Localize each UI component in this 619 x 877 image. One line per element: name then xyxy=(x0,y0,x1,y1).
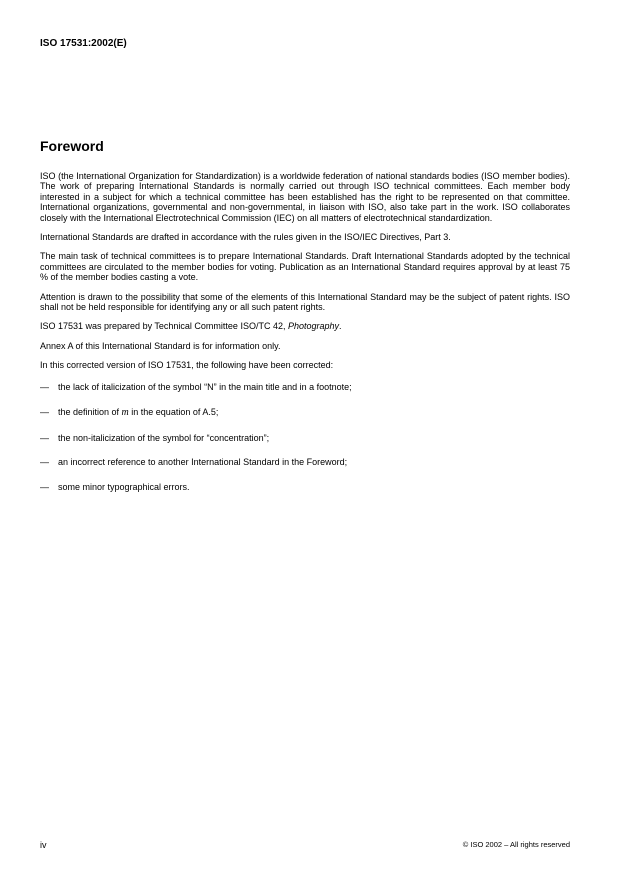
prepared-by-end: . xyxy=(339,321,342,332)
paragraph-patent-rights: Attention is drawn to the possibility that some of the elements of this International Standard may be the subject of patent rights. ISO shall not be held responsible for identifying any or all such patent rights. xyxy=(40,291,570,313)
list-item-text-suffix: in the equation of A.5; xyxy=(128,406,219,417)
document-id-header: ISO 17531:2002(E) xyxy=(40,38,127,49)
committee-title-italic: Photography xyxy=(287,321,339,332)
dash-bullet: — xyxy=(40,457,49,468)
list-item xyxy=(40,433,570,443)
paragraph-prepared-by xyxy=(40,321,570,331)
dash-bullet: — xyxy=(40,482,49,493)
page-number: iv xyxy=(40,840,47,850)
paragraph-iso-intro: ISO (the International Organization for Standardization) is a worldwide federation of national standards bodies (ISO member bodies). The work of preparing International Standards is normally carried out through ISO technical committees. Each member body interested in a subject for which a technical committee has been established has the right to be represented on that committee. International organizations, governmental and non-governmental, in liaison with ISO, also take part in the work. ISO collaborates closely with the International Electrotechnical Commission (IEC) on all matters of electrotechnical standardization. xyxy=(40,171,570,223)
list-item-text: the non-italicization of the symbol for “concentration”; xyxy=(58,432,270,443)
page-title: Foreword xyxy=(40,138,104,154)
dash-bullet: — xyxy=(40,432,49,443)
paragraph-directives: International Standards are drafted in accordance with the rules given in the ISO/IEC Directives, Part 3. xyxy=(40,232,451,243)
list-item-text: some minor typographical errors. xyxy=(58,482,190,493)
list-item-text-prefix: the definition of xyxy=(58,406,122,417)
list-item xyxy=(40,407,570,418)
list-item-text: the lack of italicization of the symbol “N” in the main title and in a footnote; xyxy=(58,381,352,392)
list-item-text: an incorrect reference to another International Standard in the Foreword; xyxy=(58,457,348,468)
prepared-by-text: ISO 17531 was prepared by Technical Committee ISO/TC 42, xyxy=(40,321,288,332)
copyright-notice: © ISO 2002 – All rights reserved xyxy=(462,840,570,849)
corrections-list xyxy=(40,382,570,493)
paragraph-main-task: The main task of technical committees is to prepare International Standards. Draft International Standards adopted by the technical committees are circulated to the member bodies for voting. Publication as an International Standard requires approval by at least 75 % of the member bodies casting a vote. xyxy=(40,251,570,283)
dash-bullet: — xyxy=(40,406,49,417)
symbol-m: m xyxy=(121,406,129,418)
list-item xyxy=(40,382,570,392)
dash-bullet: — xyxy=(40,381,49,392)
list-item-text xyxy=(58,407,218,418)
paragraph-annex: Annex A of this International Standard is for information only. xyxy=(40,340,281,351)
list-item xyxy=(40,457,570,467)
foreword-body xyxy=(40,171,570,507)
paragraph-corrected-intro: In this corrected version of ISO 17531, the following have been corrected: xyxy=(40,360,334,371)
list-item xyxy=(40,482,570,492)
